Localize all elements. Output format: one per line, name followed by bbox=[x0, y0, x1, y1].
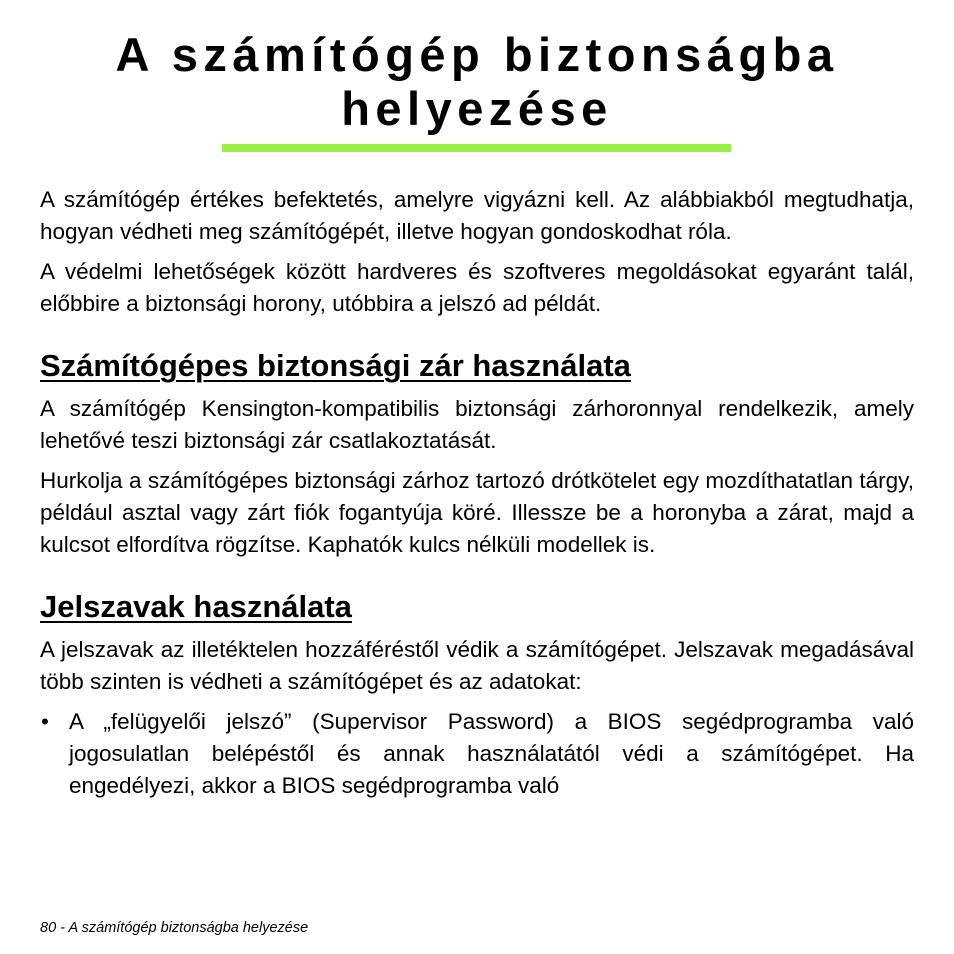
bullet-list bbox=[40, 706, 914, 802]
list-item bbox=[40, 706, 914, 802]
page-content bbox=[40, 184, 914, 802]
list-item-text: A „felügyelői jelszó” (Supervisor Password) a BIOS segédprogramba való jogosulatlan belépéstől és annak használatától védi a számítógépet. Ha engedélyezi, akkor a BIOS segédprogramba való bbox=[69, 709, 914, 798]
intro-paragraph: A számítógép értékes befektetés, amelyre vigyázni kell. Az alábbiakból megtudhatja, hogyan védheti meg számítógépét, illetve hogyan gondoskodhat róla. bbox=[40, 187, 914, 244]
section-paragraph: Hurkolja a számítógépes biztonsági zárhoz tartozó drótkötelet egy mozdíthatatlan tárgy, például asztal vagy zárt fiók fogantyúja köré. Illessze be a horonyba a zárat, majd a kulcsot elfordítva rögzítse. Kaphatók kulcs nélküli modellek is. bbox=[40, 468, 914, 557]
page-footer: 80 - A számítógép biztonságba helyezése bbox=[40, 920, 309, 936]
section-heading-security-lock: Számítógépes biztonsági zár használata bbox=[40, 348, 631, 383]
section-paragraph: A számítógép Kensington-kompatibilis biztonsági zárhoronnyal rendelkezik, amely lehetővé teszi biztonsági zár csatlakoztatását. bbox=[40, 396, 914, 453]
page-title: A számítógép biztonságba helyezése bbox=[115, 28, 839, 135]
bullet-icon: • bbox=[41, 709, 49, 734]
title-underline-rule bbox=[222, 144, 731, 152]
intro-paragraph: A védelmi lehetőségek között hardveres és szoftveres megoldásokat egyaránt talál, előbbire a biztonsági horony, utóbbira a jelszó ad példát. bbox=[40, 259, 914, 316]
section-paragraph: A jelszavak az illetéktelen hozzáféréstől védik a számítógépet. Jelszavak megadásával több szinten is védheti a számítógépet és az adatokat: bbox=[40, 637, 914, 694]
section-heading-passwords: Jelszavak használata bbox=[40, 589, 352, 624]
